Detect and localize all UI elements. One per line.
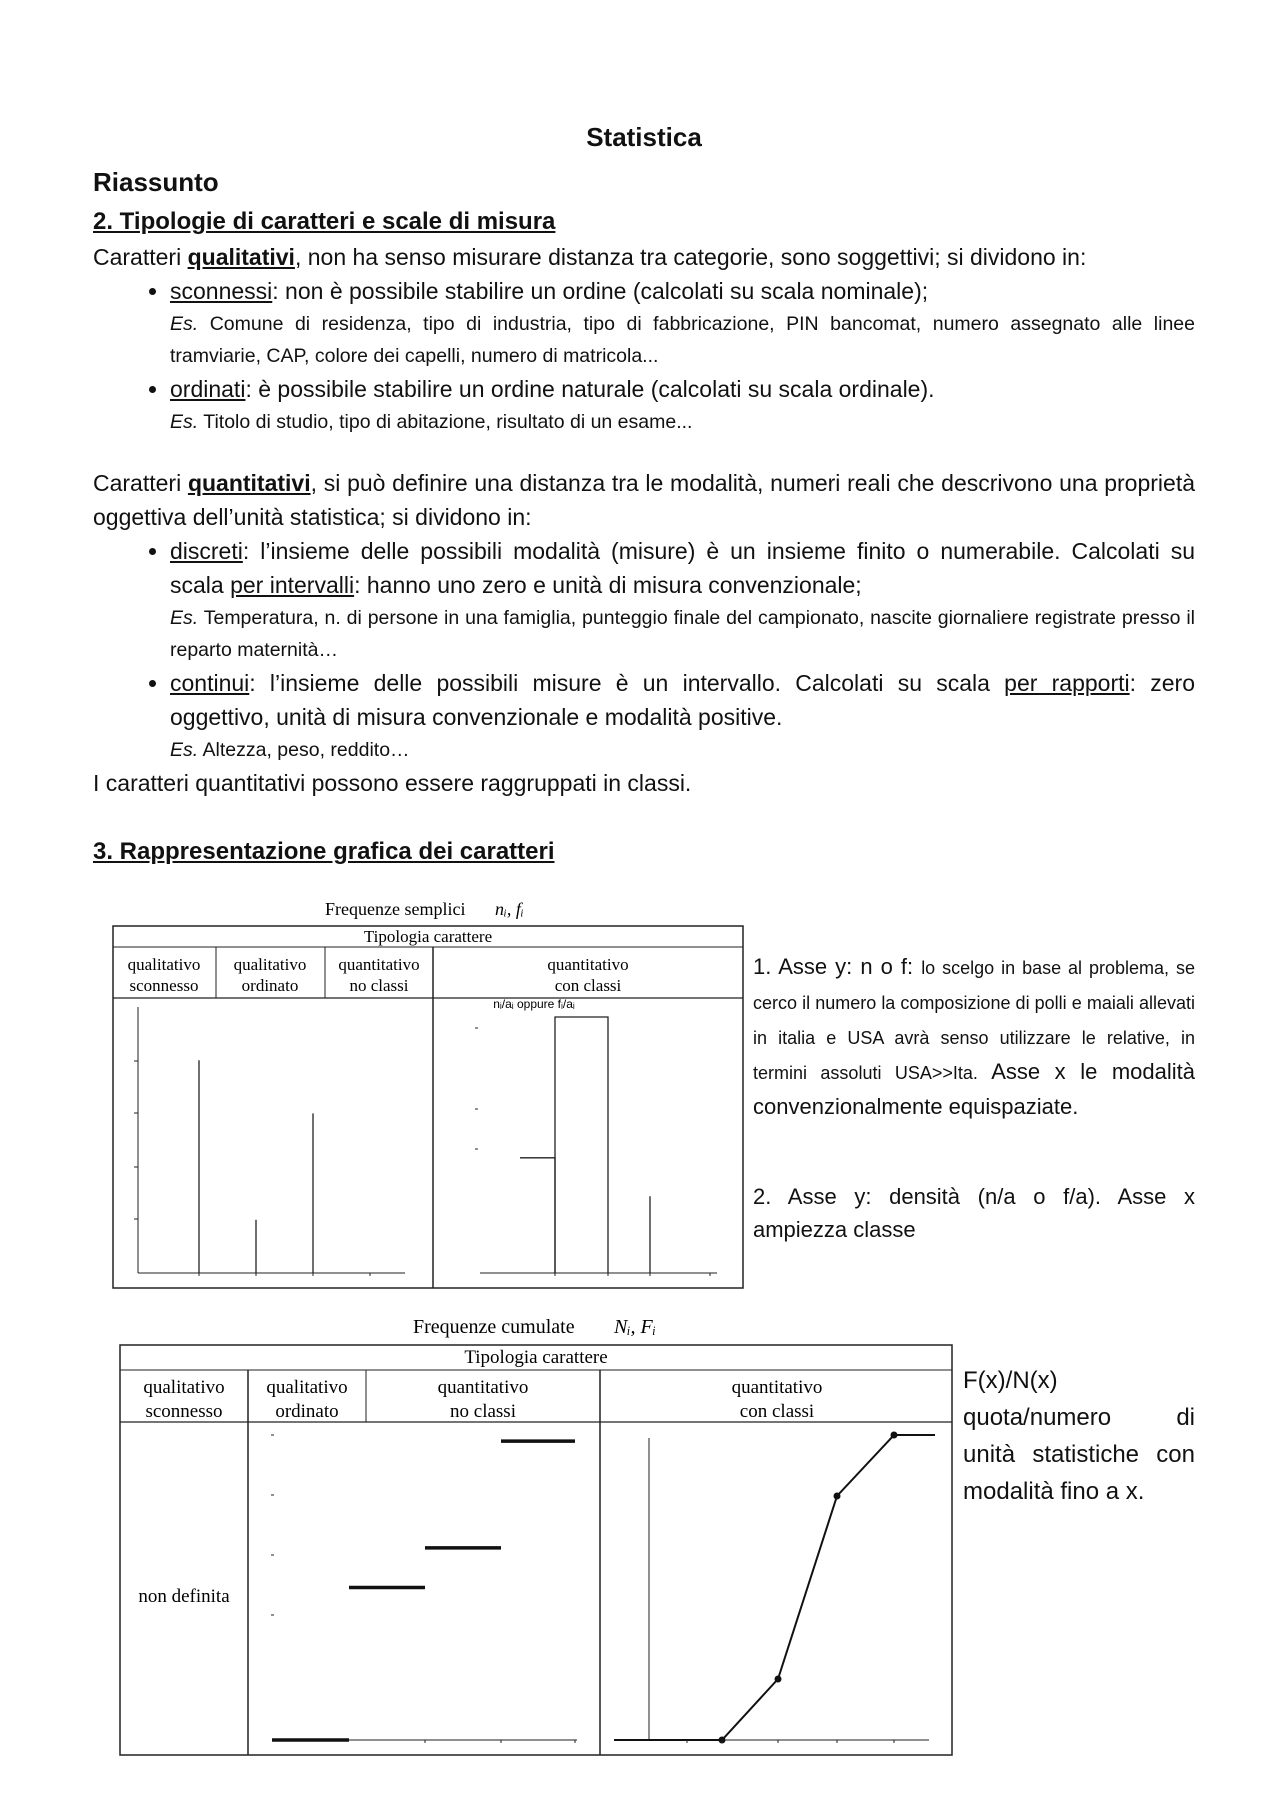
quantitative-list xyxy=(93,534,1195,766)
list-item-continui: • continui: l’insieme delle possibili misure è un intervallo. Calcolati su scala per rapporti: zero oggettivo, unità di misura convenzionale e modalità positive. Es. Altezza, peso, reddito… xyxy=(170,666,1195,766)
svg-text:ordinato: ordinato xyxy=(275,1401,339,1422)
figure1-hist-class-1 xyxy=(520,1158,555,1273)
list-item-ordinati: • ordinati: è possibile stabilire un ordine naturale (calcolati su scala ordinale). Es. Titolo di studio, tipo di abitazione, risultato di un esame... xyxy=(170,372,1195,438)
qualitative-intro: Caratteri qualitativi, non ha senso misurare distanza tra categorie, sono soggettivi; si dividono in: xyxy=(93,244,1087,270)
svg-text:sconnesso: sconnesso xyxy=(129,976,199,995)
page-title: Statistica xyxy=(586,122,702,152)
figure1-note-1: 1. Asse y: n o f: lo scelgo in base al problema, se cerco il numero la composizione di polli e maiali allevati in italia e USA avrà senso utilizzare le relative, in termini assoluti USA>>Ita. Asse x le modalità convenzionalmente equispaziate. xyxy=(753,954,1195,1119)
figure1-note-2: 2. Asse y: densità (n/a o f/a). Asse x ampiezza classe xyxy=(753,1184,1195,1242)
figure2-header: Tipologia carattere xyxy=(464,1347,608,1368)
svg-text:ordinato: ordinato xyxy=(241,976,299,995)
figure1-hist-class-2 xyxy=(555,1017,608,1273)
figure2-ogive-point xyxy=(834,1493,841,1500)
section-3-heading: 3. Rappresentazione grafica dei caratteri xyxy=(93,838,555,865)
example-discreti: Es. Temperatura, n. di persone in una famiglia, punteggio finale del campionato, nascite giornaliere registrate presso il reparto maternità… xyxy=(170,607,1195,661)
list-item-discreti: • discreti: l’insieme delle possibili modalità (misure) è un insieme finito o numerabile. Calcolati su scala per intervalli: hanno uno zero e unità di misura convenzionale; Es. Temperatura, n. di persone in una famiglia, punteggio finale del campionato, nascite giornaliere registrate presso il reparto maternità… xyxy=(170,534,1195,666)
qualitative-list xyxy=(93,274,1195,438)
figure1-ylabel-right: nᵢ/aᵢ oppure fᵢ/aᵢ xyxy=(493,997,575,1011)
figure2-note: F(x)/N(x) quota/numero di unità statistiche con modalità fino a x. xyxy=(963,1367,1195,1505)
figure2-col4: quantitativo xyxy=(731,1377,823,1398)
figure1-bar-chart xyxy=(134,1007,405,1276)
example-ordinati: Es. Titolo di studio, tipo di abitazione, risultato di un esame... xyxy=(170,411,693,433)
classes-note: I caratteri quantitativi possono essere raggruppati in classi. xyxy=(93,770,692,796)
figure2-col1: qualitativo xyxy=(143,1377,225,1398)
svg-text:con classi: con classi xyxy=(739,1401,815,1422)
figure2-col2: qualitativo xyxy=(266,1377,348,1398)
figure2-ogive-line xyxy=(614,1435,935,1740)
figure2-title-symbols: Nᵢ, Fᵢ xyxy=(614,1316,656,1338)
section-2-heading: 2. Tipologie di caratteri e scale di misura xyxy=(93,208,556,235)
list-item-sconnessi: • sconnessi: non è possibile stabilire un ordine (calcolati su scala nominale); Es. Comune di residenza, tipo di industria, tipo di fabbricazione, PIN bancomat, numero assegnato alle linee tramviarie, CAP, colore dei capelli, numero di matricola... xyxy=(170,274,1195,372)
figure-frequenze-cumulate xyxy=(117,1310,957,1762)
document-page xyxy=(93,110,1195,870)
summary-heading: Riassunto xyxy=(93,167,219,197)
figure2-ogive xyxy=(614,1432,935,1744)
figure2-title: Frequenze cumulate xyxy=(413,1316,575,1338)
figure1-title-symbols: nᵢ, fᵢ xyxy=(495,899,524,919)
figure1-col3: quantitativo xyxy=(338,955,420,974)
figure2-step-chart xyxy=(271,1435,577,1743)
quantitative-intro: Caratteri quantitativi, si può definire una distanza tra le modalità, numeri reali che descrivono una proprietà oggettiva dell’unità statistica; si dividono in: xyxy=(93,470,1195,530)
figure2-ogive-point xyxy=(891,1432,898,1439)
svg-text:sconnesso: sconnesso xyxy=(145,1401,223,1422)
figure1-histogram xyxy=(475,1017,717,1276)
figure1-title: Frequenze semplici xyxy=(325,899,466,919)
figure2-col3: quantitativo xyxy=(437,1377,529,1398)
example-continui: Es. Altezza, peso, reddito… xyxy=(170,739,410,761)
figure1-header: Tipologia carattere xyxy=(363,927,493,946)
svg-text:no classi: no classi xyxy=(349,976,409,995)
figure2-cell-non-definita: non definita xyxy=(138,1586,230,1607)
figure2-ogive-point xyxy=(775,1676,782,1683)
example-sconnessi: Es. Comune di residenza, tipo di industria, tipo di fabbricazione, PIN bancomat, numero assegnato alle linee tramviarie, CAP, colore dei capelli, numero di matricola... xyxy=(170,313,1195,367)
figure1-col4: quantitativo xyxy=(547,955,629,974)
figure1-col1: qualitativo xyxy=(127,955,201,974)
svg-text:con classi: con classi xyxy=(554,976,622,995)
figure-frequenze-semplici xyxy=(110,895,750,1295)
svg-text:no classi: no classi xyxy=(450,1401,516,1422)
figure1-col2: qualitativo xyxy=(233,955,307,974)
